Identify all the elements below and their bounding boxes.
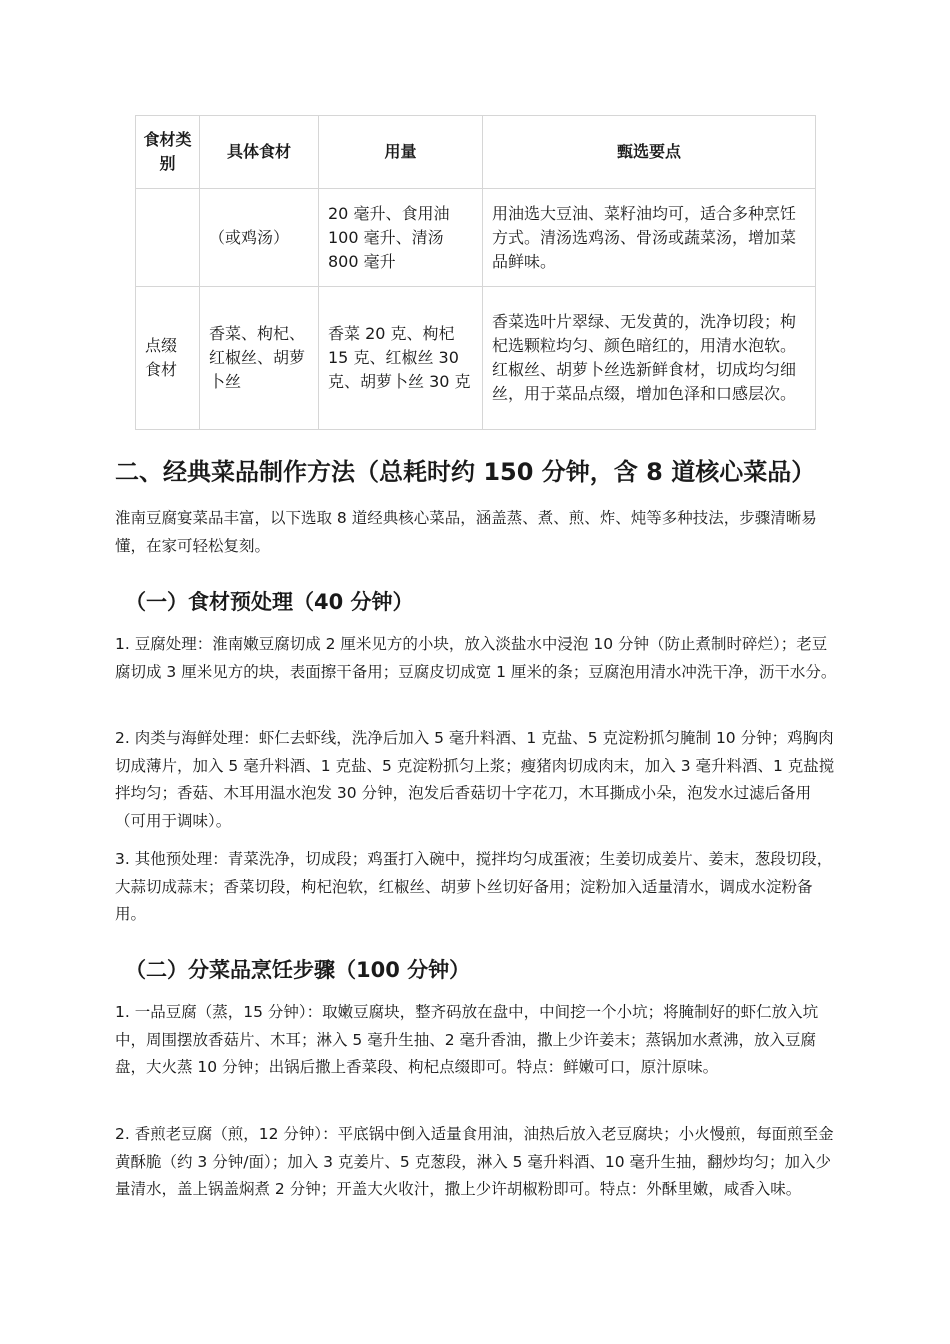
prep-step-2: 2. 肉类与海鲜处理：虾仁去虾线，洗净后加入 5 毫升料酒、1 克盐、5 克淀粉抓匀腌制 10 分钟；鸡胸肉切成薄片，加入 5 毫升料酒、1 克盐、5 克淀粉抓匀上浆；瘦猪肉切成肉末，加入 3 毫升料酒、1 克盐搅拌均匀；香菇、木耳用温水泡发 30 分钟，泡发后香菇切十字花刀，木耳撕成小朵，泡发水过滤后备用（可用于调味）。 xyxy=(115,729,835,830)
header-items: 具体食材 xyxy=(200,116,319,189)
cell-tips: 用油选大豆油、菜籽油均可，适合多种烹饪方式。清汤选鸡汤、骨汤或蔬菜汤，增加菜品鲜味。 xyxy=(483,189,816,287)
prep-step-1: 1. 豆腐处理：淮南嫩豆腐切成 2 厘米见方的小块，放入淡盐水中浸泡 10 分钟（防止煮制时碎烂）；老豆腐切成 3 厘米见方的块，表面擦干备用；豆腐皮切成宽 1 厘米的条；豆腐泡用清水冲洗干净，沥干水分。 xyxy=(115,635,837,681)
table-row xyxy=(136,189,816,287)
ingredients-table xyxy=(135,115,816,430)
table-header-row xyxy=(136,116,816,189)
header-tips: 甄选要点 xyxy=(483,116,816,189)
section-intro: 淮南豆腐宴菜品丰富，以下选取 8 道经典核心菜品，涵盖蒸、煮、煎、炸、炖等多种技法，步骤清晰易懂，在家可轻松复刻。 xyxy=(115,509,817,555)
section-heading: 二、经典菜品制作方法（总耗时约 150 分钟，含 8 道核心菜品） xyxy=(115,458,816,486)
cell-category: 点缀食材 xyxy=(136,287,200,430)
cell-items: （或鸡汤） xyxy=(200,189,319,287)
cell-tips: 香菜选叶片翠绿、无发黄的，洗净切段；枸杞选颗粒均匀、颜色暗红的，用清水泡软。红椒丝、胡萝卜丝选新鲜食材，切成均匀细丝，用于菜品点缀，增加色泽和口感层次。 xyxy=(483,287,816,430)
cell-category xyxy=(136,189,200,287)
cell-items: 香菜、枸杞、红椒丝、胡萝卜丝 xyxy=(200,287,319,430)
prep-step-3: 3. 其他预处理：青菜洗净，切成段；鸡蛋打入碗中，搅拌均匀成蛋液；生姜切成姜片、姜末，葱段切段，大蒜切成蒜末；香菜切段，枸杞泡软，红椒丝、胡萝卜丝切好备用；淀粉加入适量清水，调成水淀粉备用。 xyxy=(115,850,833,923)
prep-heading: （一）食材预处理（40 分钟） xyxy=(125,590,414,614)
cell-amount: 20 毫升、食用油 100 毫升、清汤 800 毫升 xyxy=(319,189,483,287)
cell-amount: 香菜 20 克、枸杞 15 克、红椒丝 30 克、胡萝卜丝 30 克 xyxy=(319,287,483,430)
cook-step-1: 1. 一品豆腐（蒸，15 分钟）：取嫩豆腐块，整齐码放在盘中，中间挖一个小坑；将腌制好的虾仁放入坑中，周围摆放香菇片、木耳；淋入 5 毫升生抽、2 毫升香油，撒上少许姜末；蒸锅加水煮沸，放入豆腐盘，大火蒸 10 分钟；出锅后撒上香菜段、枸杞点缀即可。特点：鲜嫩可口，原汁原味。 xyxy=(115,1003,819,1076)
cook-heading: （二）分菜品烹饪步骤（100 分钟） xyxy=(125,958,471,982)
cook-step-2: 2. 香煎老豆腐（煎，12 分钟）：平底锅中倒入适量食用油，油热后放入老豆腐块；小火慢煎，每面煎至金黄酥脆（约 3 分钟/面）；加入 3 克姜片、5 克葱段，淋入 5 毫升料酒、10 毫升生抽，翻炒均匀；加入少量清水，盖上锅盖焖煮 2 分钟；开盖大火收汁，撒上少许胡椒粉即可。特点：外酥里嫩，咸香入味。 xyxy=(115,1125,834,1198)
header-category: 食材类别 xyxy=(136,116,200,189)
header-amount: 用量 xyxy=(319,116,483,189)
table-row xyxy=(136,287,816,430)
